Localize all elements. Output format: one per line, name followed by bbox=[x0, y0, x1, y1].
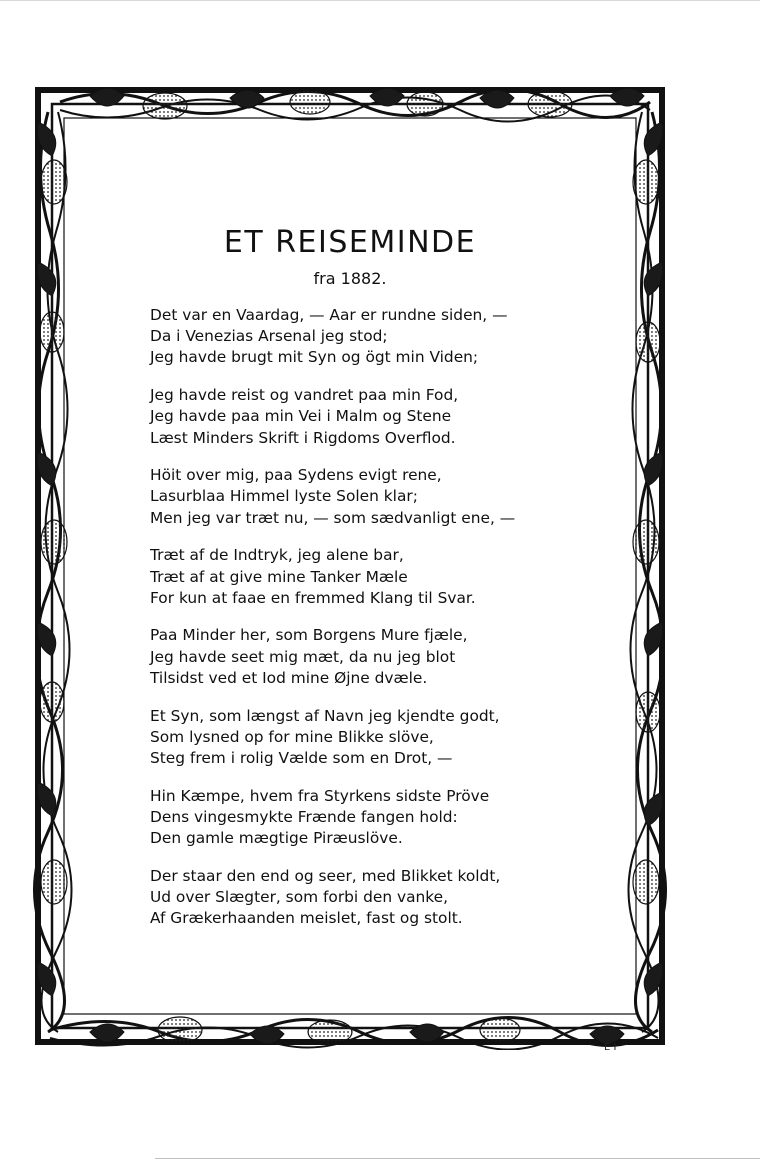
poem-line: Lasurblaa Himmel lyste Solen klar; bbox=[150, 487, 418, 506]
stanza bbox=[150, 786, 580, 850]
poem-line: Tilsidst ved et Iod mine Øjne dvæle. bbox=[150, 668, 428, 687]
poem-line: Jeg havde paa min Vei i Malm og Stene bbox=[150, 407, 452, 426]
poem-line: Hin Kæmpe, hvem fra Styrkens sidste Pröve bbox=[150, 786, 490, 805]
poem-line: Læst Minders Skrift i Rigdoms Overflod. bbox=[150, 428, 456, 447]
poem-line: Men jeg var træt nu, — som sædvanligt ene, — bbox=[150, 508, 516, 527]
poem-line: Et Syn, som længst af Navn jeg kjendte godt, bbox=[150, 706, 500, 725]
poem-line: Træt af at give mine Tanker Mæle bbox=[150, 567, 408, 586]
page-bottom-rule bbox=[155, 1158, 760, 1159]
stanza bbox=[150, 545, 580, 609]
poem-line: Som lysned op for mine Blikke slöve, bbox=[150, 727, 434, 746]
poem-line: Jeg havde seet mig mæt, da nu jeg blot bbox=[150, 647, 456, 666]
poem-line: Træt af de Indtryk, jeg alene bar, bbox=[150, 546, 404, 565]
poem-line: Ud over Slægter, som forbi den vanke, bbox=[150, 887, 449, 906]
stanza bbox=[150, 385, 580, 449]
poem-line: For kun at faae en fremmed Klang til Svar. bbox=[150, 588, 476, 607]
poem-subtitle: fra 1882. bbox=[313, 269, 387, 288]
stanza bbox=[150, 465, 580, 529]
poem-body bbox=[150, 305, 580, 946]
poem-line: Jeg havde brugt mit Syn og ögt min Viden; bbox=[150, 348, 479, 367]
poem-line: Der staar den end og seer, med Blikket koldt, bbox=[150, 866, 501, 885]
poem-title: ET REISEMINDE bbox=[223, 225, 477, 260]
stanza bbox=[150, 625, 580, 689]
poem-line: Höit over mig, paa Sydens evigt rene, bbox=[150, 466, 442, 485]
stanza bbox=[150, 706, 580, 770]
poem-line: Da i Venezias Arsenal jeg stod; bbox=[150, 327, 388, 346]
poem-line: Den gamle mægtige Piræuslöve. bbox=[150, 829, 403, 848]
poem-line: Dens vingesmykte Frænde fangen hold: bbox=[150, 807, 458, 826]
poem-line: Af Grækerhaanden meislet, fast og stolt. bbox=[150, 909, 463, 928]
stanza bbox=[150, 866, 580, 930]
poem-line: Jeg havde reist og vandret paa min Fod, bbox=[150, 386, 459, 405]
poem-line: Det var en Vaardag, — Aar er rundne siden, — bbox=[150, 306, 508, 324]
stanza bbox=[150, 305, 580, 369]
poem-line: Steg frem i rolig Vælde som en Drot, — bbox=[150, 748, 453, 767]
poem-line: Paa Minder her, som Borgens Mure fjæle, bbox=[150, 626, 468, 645]
artist-monogram: E I bbox=[604, 1042, 617, 1053]
